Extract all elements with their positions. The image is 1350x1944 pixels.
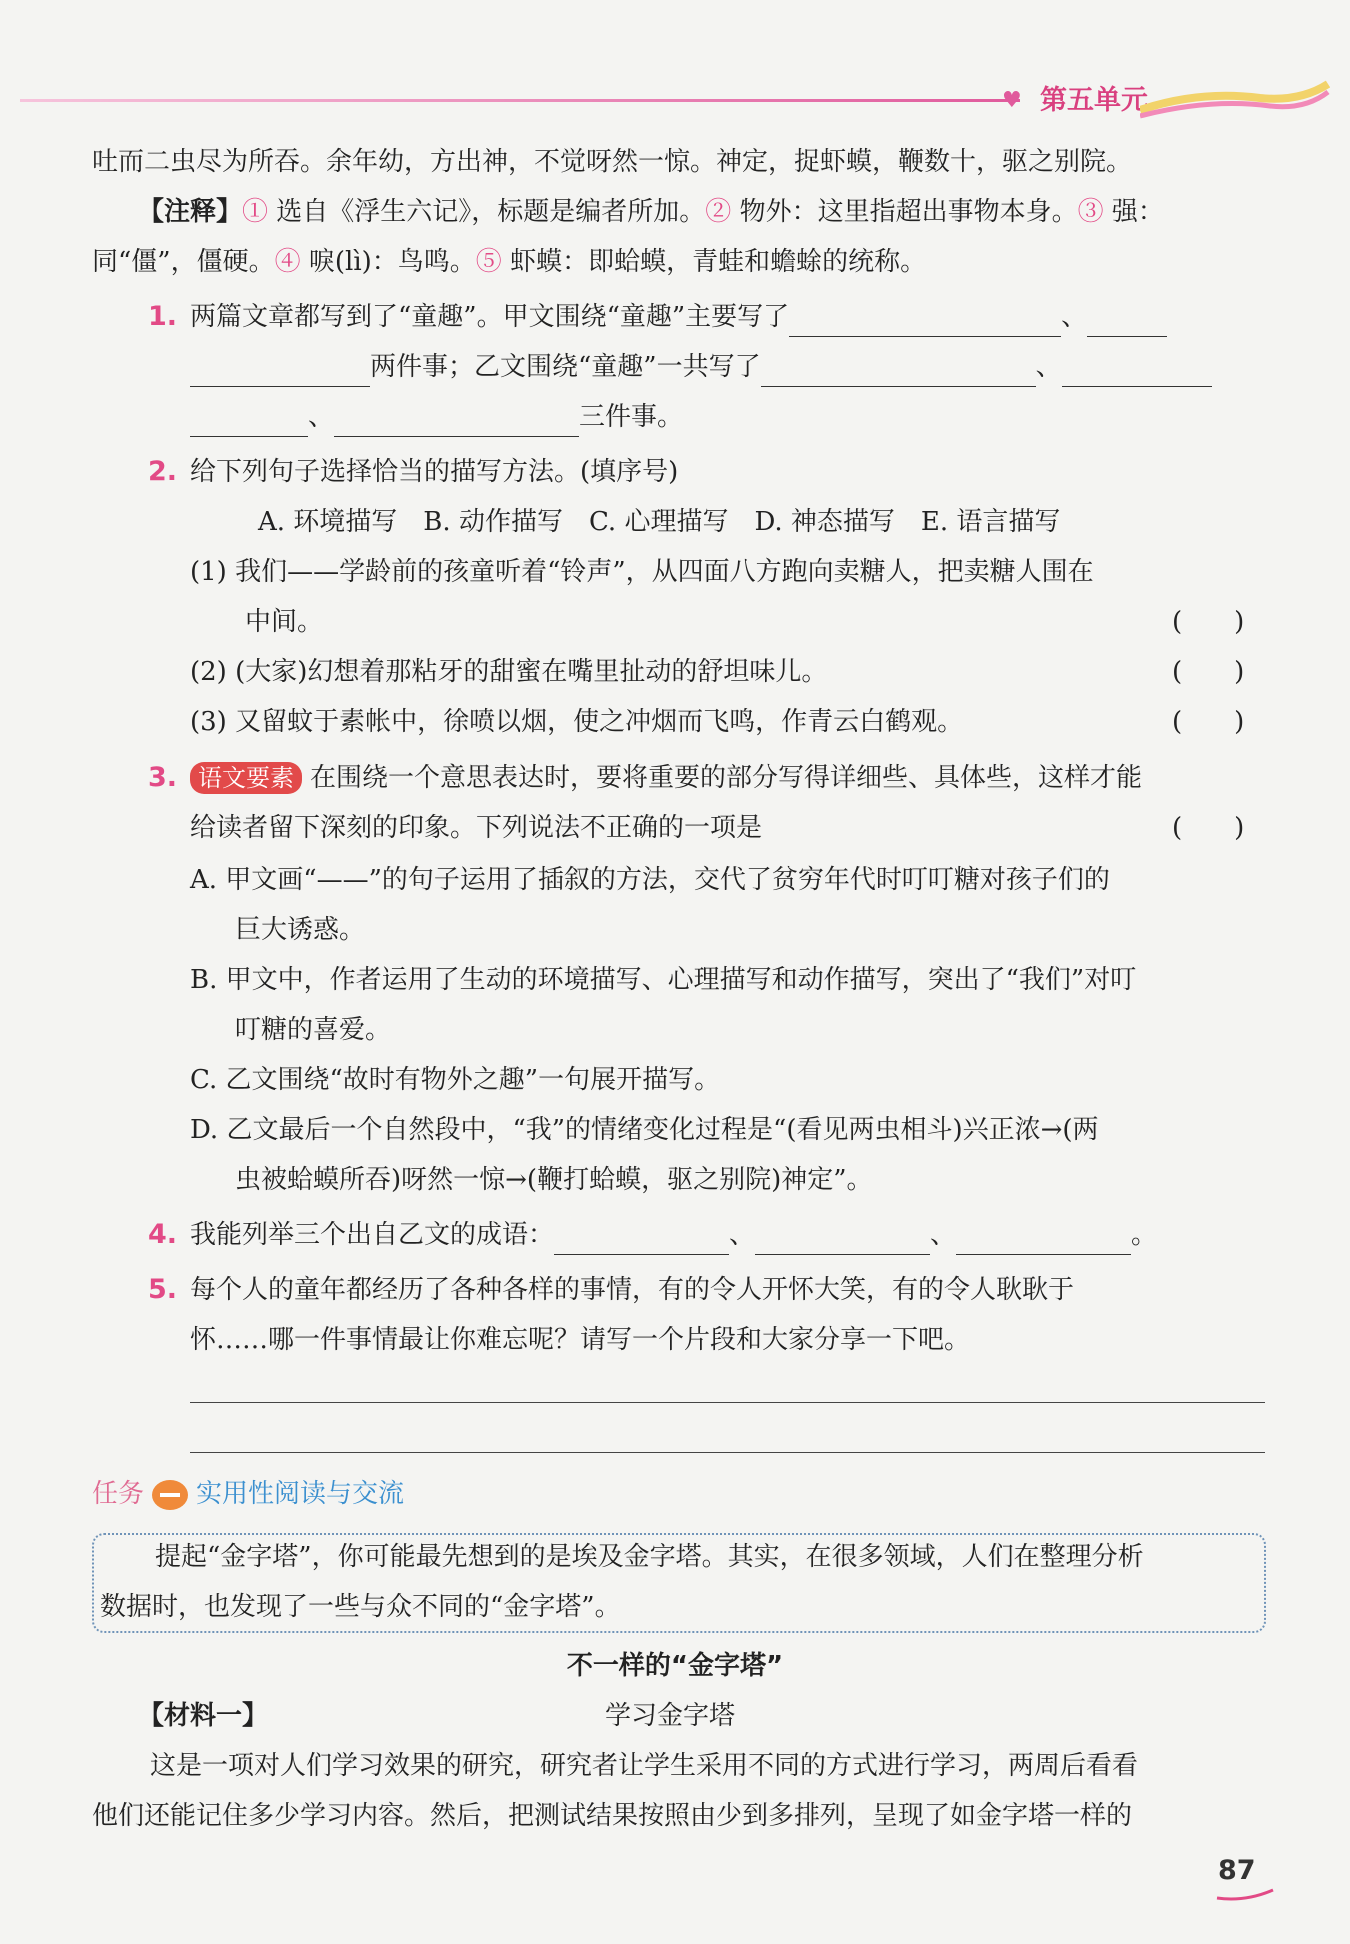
q5-number: 5. bbox=[148, 1274, 178, 1305]
q3-stem-2: 给读者留下深刻的印象。下列说法不正确的一项是 bbox=[190, 813, 763, 843]
notes-line-1 bbox=[138, 192, 1164, 232]
note-3-cont: 同“僵”，僵硬。 bbox=[92, 247, 275, 277]
q3-number: 3. bbox=[148, 762, 178, 793]
q2-answer-paren-1[interactable]: ( ) bbox=[1172, 607, 1245, 637]
q1-line-3-text: 三件事。 bbox=[579, 402, 684, 432]
task-label: 任务 bbox=[92, 1479, 145, 1509]
q2-number: 2. bbox=[148, 456, 178, 487]
q1-stem: 两篇文章都写到了“童趣”。甲文围绕“童趣”主要写了 bbox=[190, 302, 790, 332]
q2-sentence-1a: (1) 我们——学龄前的孩童听着“铃声”，从四面八方跑向卖糖人，把卖糖人围在 bbox=[190, 557, 1094, 587]
note-1-text: 选自《浮生六记》，标题是编者所加。 bbox=[268, 197, 706, 227]
q3-option-a-1: A. 甲文画“——”的句子运用了插叙的方法，交代了贫穷年代时叮叮糖对孩子们的 bbox=[190, 865, 1110, 895]
q4-sep-1: 、 bbox=[729, 1220, 756, 1250]
q3-option-c: C. 乙文围绕“故时有物外之趣”一句展开描写。 bbox=[190, 1065, 721, 1095]
note-4-text: 唳(lì)：鸟鸣。 bbox=[300, 247, 476, 277]
q4-line bbox=[148, 1215, 1157, 1255]
q3-stem-line-1 bbox=[148, 758, 1142, 798]
q3-option-b-2: 叮糖的喜爱。 bbox=[235, 1015, 392, 1045]
q1-sep-2: 、 bbox=[1035, 352, 1062, 382]
q4-blank-1[interactable] bbox=[554, 1224, 729, 1255]
q1-sep-1: 、 bbox=[1061, 302, 1088, 332]
q2-stem: 给下列句子选择恰当的描写方法。(填序号) bbox=[190, 457, 679, 487]
task-title: 实用性阅读与交流 bbox=[196, 1479, 405, 1509]
material-label: 【材料一】 bbox=[138, 1701, 269, 1731]
q5-text-1: 每个人的童年都经历了各种各样的事情，有的令人开怀大笑，有的令人耿耿于 bbox=[190, 1275, 1075, 1305]
q4-blank-3[interactable] bbox=[956, 1224, 1131, 1255]
heart-icon: ♥ bbox=[1002, 88, 1022, 113]
q3-option-a-2: 巨大诱惑。 bbox=[235, 915, 366, 945]
q3-stem-1: 在围绕一个意思表达时，要将重要的部分写得详细些、具体些，这样才能 bbox=[310, 763, 1143, 793]
q4-end: 。 bbox=[1131, 1220, 1158, 1250]
note-5-mark: ⑤ bbox=[475, 247, 502, 277]
q1-blank-4a[interactable] bbox=[1062, 356, 1212, 387]
q4-sep-2: 、 bbox=[930, 1220, 957, 1250]
q2-stem-line bbox=[148, 452, 678, 492]
task-two-badge-icon bbox=[152, 1480, 188, 1510]
unit-label: 第五单元 bbox=[1040, 85, 1148, 116]
intro-line-2: 数据时，也发现了一些与众不同的“金字塔”。 bbox=[100, 1592, 621, 1622]
q1-number: 1. bbox=[148, 301, 178, 332]
article-paragraph-1: 这是一项对人们学习效果的研究，研究者让学生采用不同的方式进行学习，两周后看看 bbox=[150, 1751, 1139, 1781]
ribbon-decoration-icon bbox=[1140, 80, 1330, 120]
q3-option-b-1: B. 甲文中，作者运用了生动的环境描写、心理描写和动作描写，突出了“我们”对叮 bbox=[190, 965, 1137, 995]
note-3-mark: ③ bbox=[1077, 197, 1104, 227]
answer-writing-line-1[interactable] bbox=[190, 1402, 1265, 1403]
page-swoosh-icon bbox=[1215, 1888, 1275, 1902]
notes-line-2 bbox=[92, 242, 926, 282]
q5-text-2: 怀……哪一件事情最让你难忘呢？请写一个片段和大家分享一下吧。 bbox=[190, 1325, 971, 1355]
note-2-text: 物外：这里指超出事物本身。 bbox=[731, 197, 1078, 227]
q1-blank-4b[interactable] bbox=[190, 406, 308, 437]
q1-line-1 bbox=[148, 297, 1167, 337]
q4-blank-2[interactable] bbox=[755, 1224, 930, 1255]
article-title: 不一样的“金字塔” bbox=[566, 1651, 784, 1681]
q1-line-3 bbox=[190, 397, 683, 437]
material-title: 学习金字塔 bbox=[605, 1701, 736, 1731]
note-3-text: 强： bbox=[1103, 197, 1164, 227]
note-5-text: 虾蟆：即蛤蟆，青蛙和蟾蜍的统称。 bbox=[501, 247, 927, 277]
q3-option-d-1: D. 乙文最后一个自然段中，“我”的情绪变化过程是“(看见两虫相斗)兴正浓→(两 bbox=[190, 1115, 1099, 1145]
note-2-mark: ② bbox=[705, 197, 732, 227]
q2-sentence-3: (3) 又留蚊于素帐中，徐喷以烟，使之冲烟而飞鸣，作青云白鹤观。 bbox=[190, 707, 964, 737]
q4-number: 4. bbox=[148, 1219, 178, 1250]
header-rule bbox=[20, 99, 1020, 102]
q3-answer-paren[interactable]: ( ) bbox=[1172, 813, 1245, 843]
q2-sentence-1b: 中间。 bbox=[245, 607, 324, 637]
answer-writing-line-2[interactable] bbox=[190, 1452, 1265, 1453]
q1-blank-1[interactable] bbox=[789, 306, 1061, 337]
intro-line-1: 提起“金字塔”，你可能最先想到的是埃及金字塔。其实，在很多领域，人们在整理分析 bbox=[155, 1542, 1144, 1572]
q5-line-1 bbox=[148, 1270, 1074, 1310]
q1-blank-5[interactable] bbox=[334, 406, 579, 437]
note-4-mark: ④ bbox=[274, 247, 301, 277]
task-header bbox=[92, 1474, 404, 1514]
q1-blank-3[interactable] bbox=[761, 356, 1036, 387]
q1-blank-2a[interactable] bbox=[1087, 306, 1167, 337]
page-number: 87 bbox=[1218, 1855, 1256, 1886]
q1-line-2-text: 两件事；乙文围绕“童趣”一共写了 bbox=[370, 352, 761, 382]
q2-sentence-2: (2) (大家)幻想着那粘牙的甜蜜在嘴里扯动的舒坦味儿。 bbox=[190, 657, 828, 687]
notes-label: 【注释】 bbox=[138, 197, 243, 227]
q2-answer-paren-2[interactable]: ( ) bbox=[1172, 657, 1245, 687]
q1-blank-2b[interactable] bbox=[190, 356, 370, 387]
passage-tail: 吐而二虫尽为所吞。余年幼，方出神，不觉呀然一惊。神定，捉虾蟆，鞭数十，驱之别院。 bbox=[92, 147, 1133, 177]
q3-option-d-2: 虫被蛤蟆所吞)呀然一惊→(鞭打蛤蟆，驱之别院)神定”。 bbox=[235, 1165, 873, 1195]
q2-options: A. 环境描写 B. 动作描写 C. 心理描写 D. 神态描写 E. 语言描写 bbox=[258, 507, 1061, 537]
note-1-mark: ① bbox=[242, 197, 269, 227]
q4-stem: 我能列举三个出自乙文的成语： bbox=[190, 1220, 555, 1250]
q2-answer-paren-3[interactable]: ( ) bbox=[1172, 707, 1245, 737]
chinese-elements-tag: 语文要素 bbox=[190, 762, 302, 794]
article-paragraph-2: 他们还能记住多少学习内容。然后，把测试结果按照由少到多排列，呈现了如金字塔一样的 bbox=[92, 1801, 1133, 1831]
q1-sep-3: 、 bbox=[308, 402, 335, 432]
q1-line-2 bbox=[190, 347, 1212, 387]
